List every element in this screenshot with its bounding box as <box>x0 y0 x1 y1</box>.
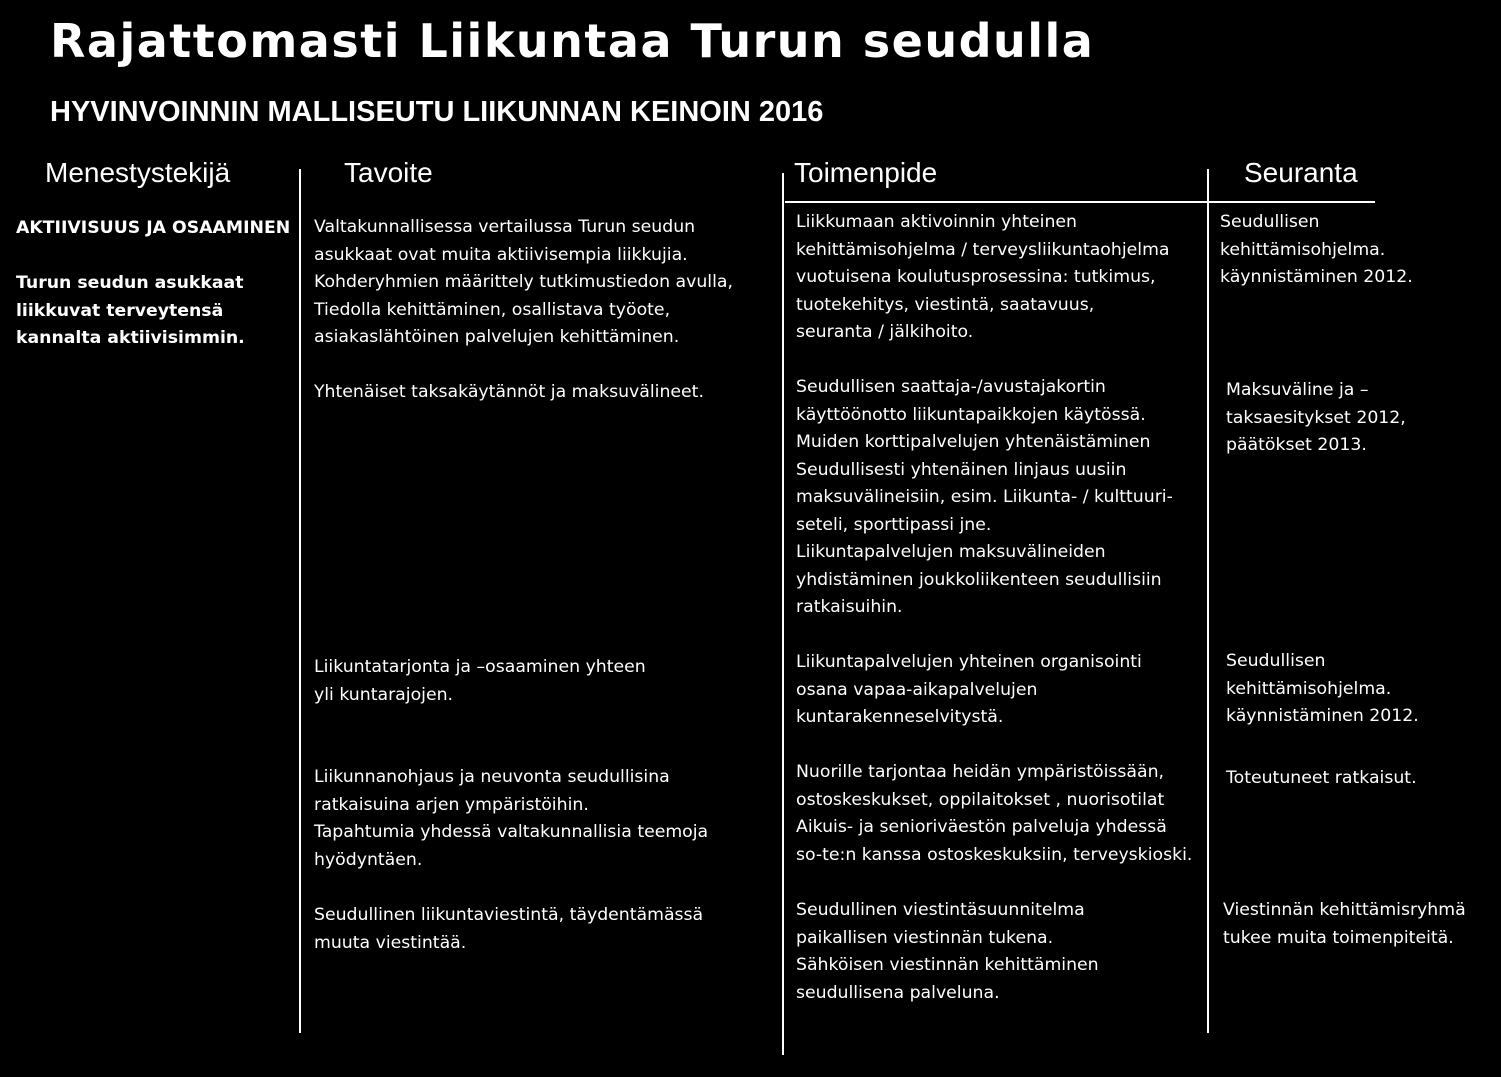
column-header-seuranta: Seuranta <box>1244 157 1358 188</box>
followup-5: Viestinnän kehittämisryhmä tukee muita toimenpiteitä. <box>1223 900 1466 948</box>
action-2: Seudullisen saattaja-/avustajakortin käyttöönotto liikuntapaikkojen käytössä. Muiden korttipalvelujen yhtenäistäminen Seudullisesti yhtenäinen linjaus uusiin maksuvälineisiin, esim. Liikunta- / kulttuuri- seteli, sporttipassi jne. Liikuntapalvelujen maksuvälineiden yhdistäminen joukkoliikenteen seudullisiin ratkaisuihin. <box>796 377 1173 617</box>
factor-heading: AKTIIVISUUS JA OSAAMINEN <box>16 218 291 238</box>
action-3: Liikuntapalvelujen yhteinen organisointi osana vapaa-aikapalvelujen kuntarakenneselvitystä. <box>796 652 1142 727</box>
goal-5: Seudullinen liikuntaviestintä, täydentämässä muuta viestintää. <box>314 905 704 953</box>
goal-2: Yhtenäiset taksakäytännöt ja maksuvälineet. <box>314 382 704 402</box>
goal-4: Liikunnanohjaus ja neuvonta seudullisina ratkaisuina arjen ympäristöihin. Tapahtumia yhdessä valtakunnallisia teemoja hyödyntäen. <box>314 767 709 870</box>
column-divider-2 <box>782 173 784 1055</box>
followup-2: Maksuväline ja – taksaesitykset 2012, päätökset 2013. <box>1226 380 1406 455</box>
column-divider-3 <box>1207 169 1209 1033</box>
goal-3: Liikuntatarjonta ja –osaaminen yhteen yli kuntarajojen. <box>314 657 646 705</box>
factor-description: Turun seudun asukkaat liikkuvat terveytensä kannalta aktiivisimmin. <box>16 273 245 348</box>
goal-1: Valtakunnallisessa vertailussa Turun seudun asukkaat ovat muita aktiivisempia liikkujia. Kohderyhmien määrittely tutkimustiedon avulla, Tiedolla kehittäminen, osallistava työote, asiakaslähtöinen palvelujen kehittäminen. <box>314 217 733 347</box>
slide-subtitle: HYVINVOINNIN MALLISEUTU LIIKUNNAN KEINOIN 2016 <box>50 96 824 128</box>
action-5: Seudullinen viestintäsuunnitelma paikallisen viestinnän tukena. Sähköisen viestinnän kehittäminen seudullisena palveluna. <box>796 900 1099 1003</box>
followup-1: Seudullisen kehittämisohjelma. käynnistäminen 2012. <box>1220 212 1413 287</box>
action-1: Liikkumaan aktivoinnin yhteinen kehittämisohjelma / terveysliikuntaohjelma vuotuisena koulutusprosessina: tutkimus, tuotekehitys, viestintä, saatavuus, seuranta / jälkihoito. <box>796 212 1170 342</box>
followup-4: Toteutuneet ratkaisut. <box>1226 768 1417 788</box>
header-divider <box>785 201 1375 203</box>
followup-3: Seudullisen kehittämisohjelma. käynnistäminen 2012. <box>1226 651 1419 726</box>
action-4: Nuorille tarjontaa heidän ympäristöissään, ostoskeskukset, oppilaitokset , nuorisotilat Aikuis- ja senioriväestön palveluja yhdessä so-te:n kanssa ostoskeskuksiin, terveyskioski. <box>796 762 1193 865</box>
column-header-menestystekija: Menestystekijä <box>45 157 231 188</box>
column-header-toimenpide: Toimenpide <box>794 157 938 188</box>
column-divider-1 <box>299 169 301 1033</box>
slide-title: Rajattomasti Liikuntaa Turun seudulla <box>50 14 1095 68</box>
column-header-tavoite: Tavoite <box>344 157 433 188</box>
